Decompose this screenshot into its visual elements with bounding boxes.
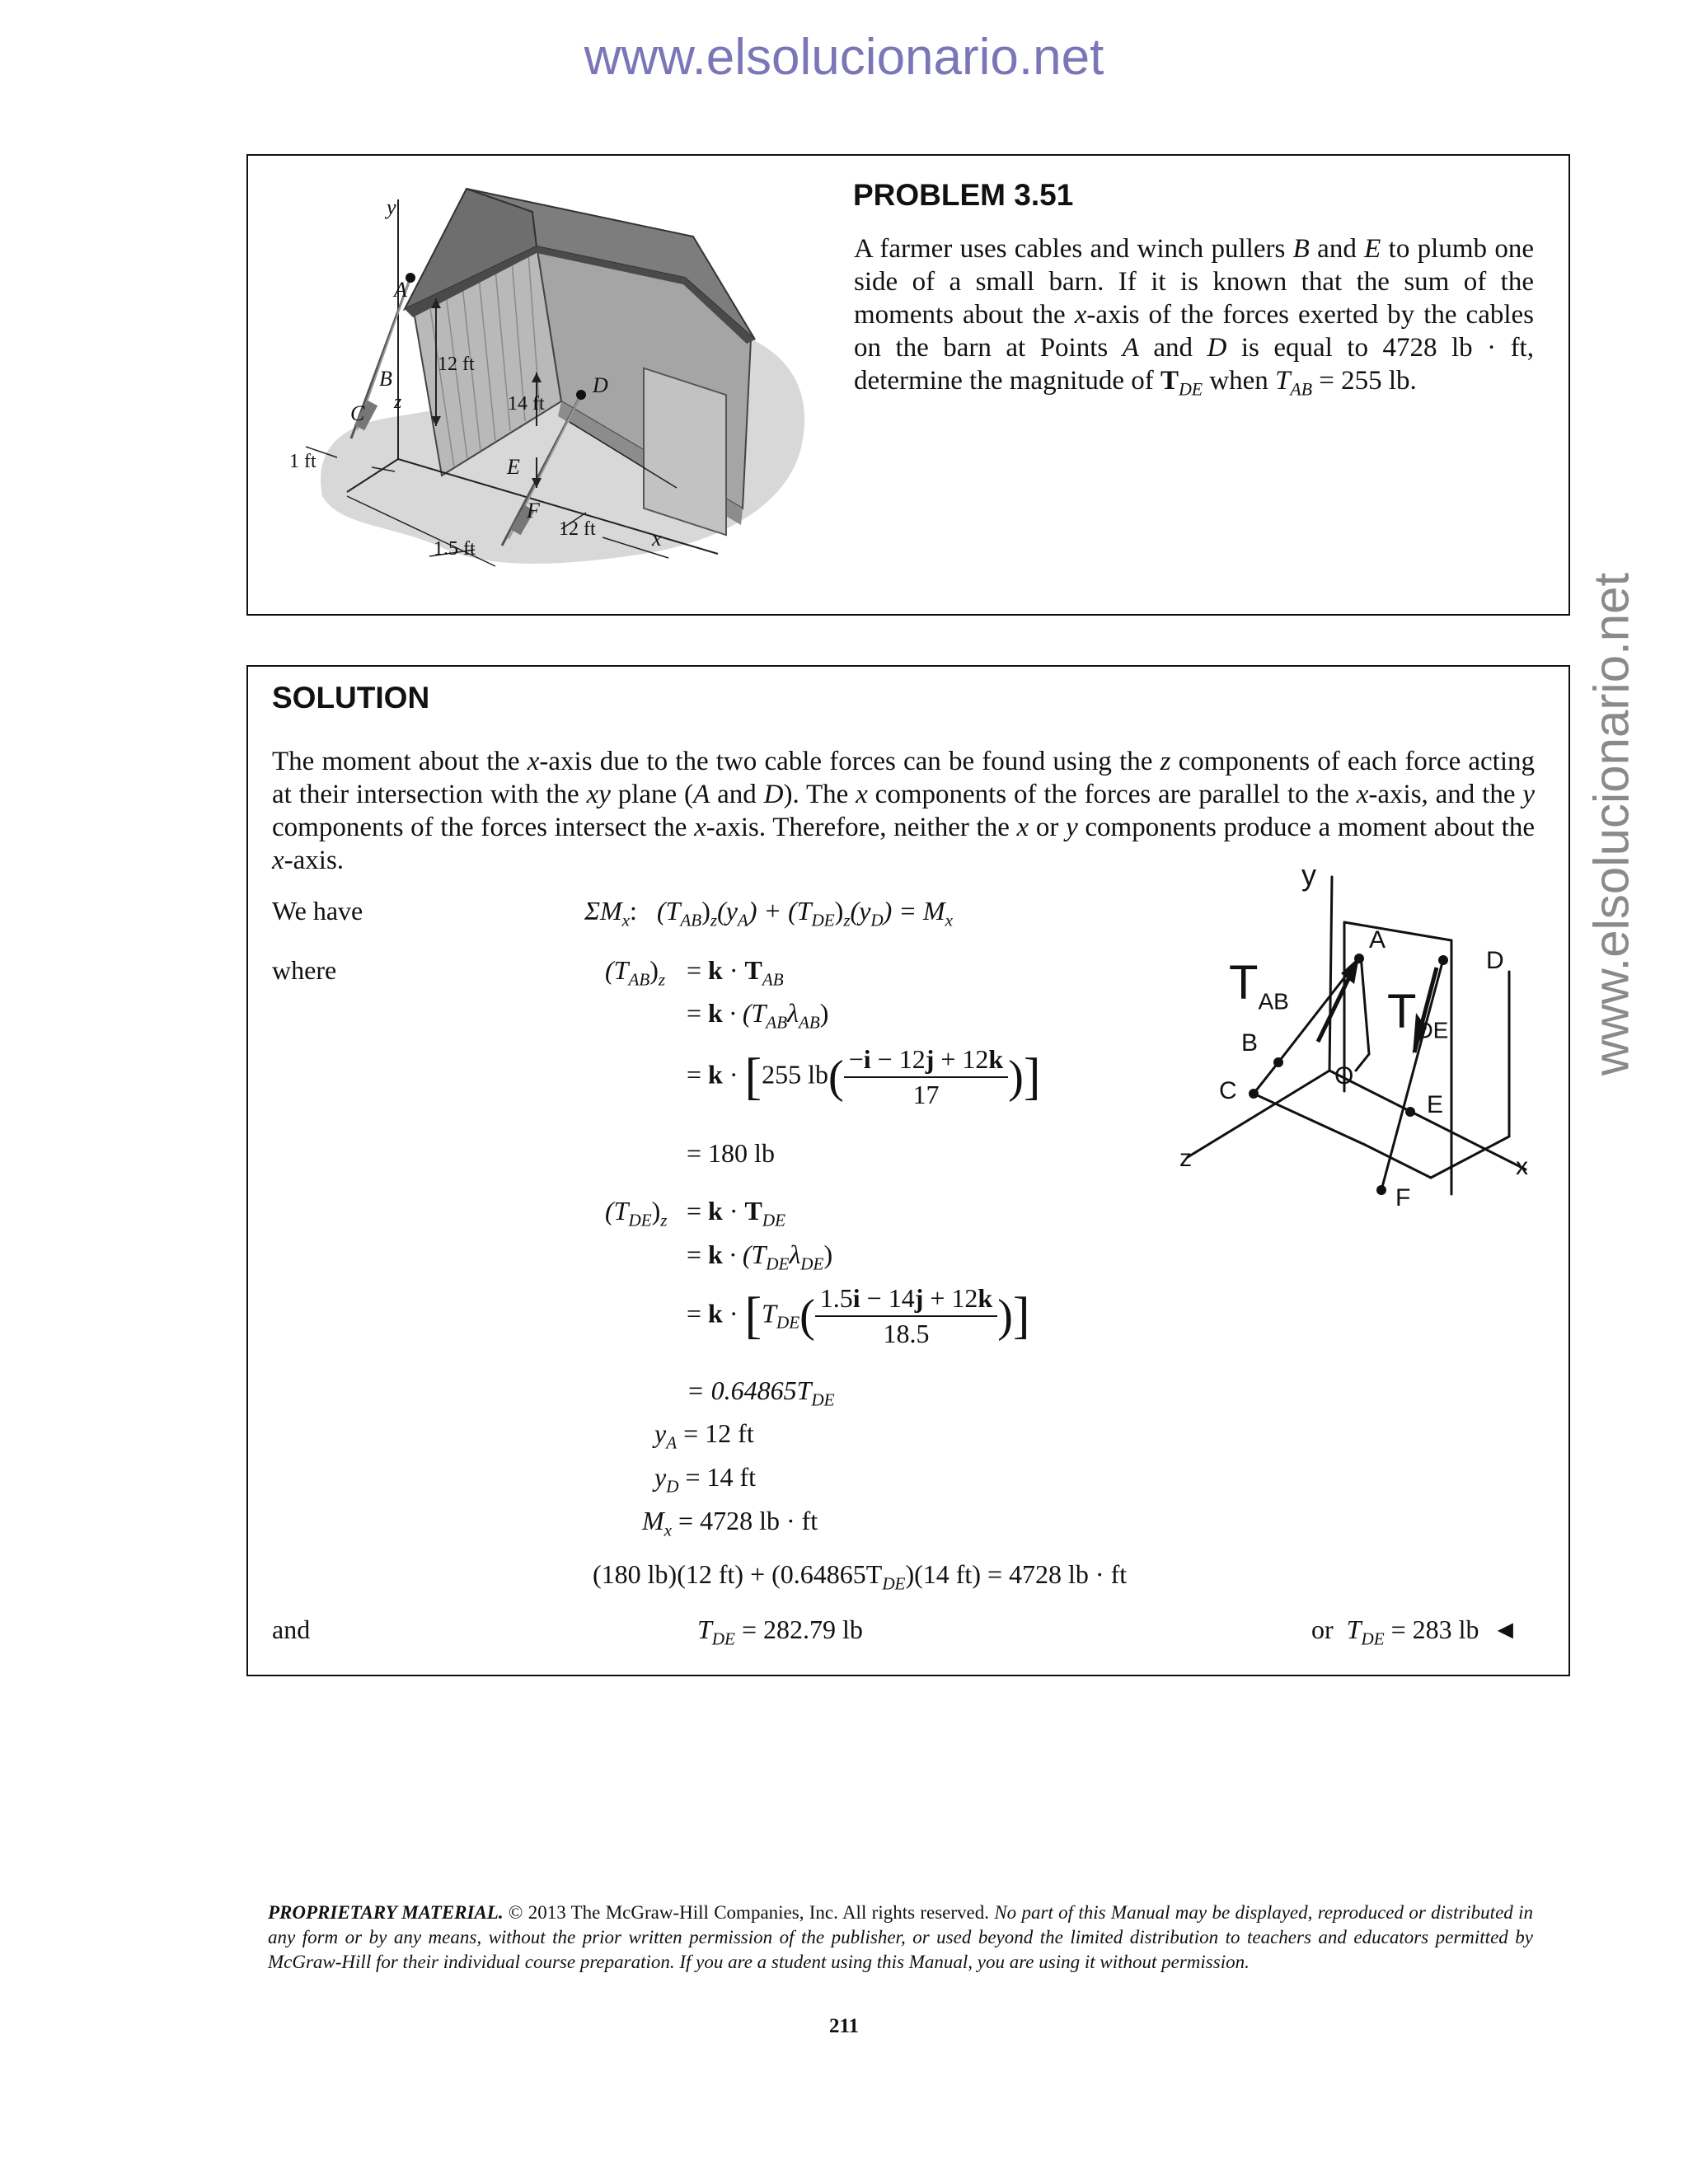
tab-line-1: = $k \cdot T_{AB}$	[687, 955, 784, 990]
solution-title: SOLUTION	[272, 681, 430, 715]
barn-label-z: z	[394, 391, 402, 413]
eq-final: (180 lb)(12 $ft) + (0.64865T_{DE})(14$ ft) = 4728 lb · ft	[593, 1559, 1128, 1594]
barn-label-12ft-ground: 12 ft	[559, 518, 596, 540]
tab-line-3: = k · [255 lb( $\frac{-i - 12j + 12k}{17}$ )]	[687, 1044, 1041, 1109]
sketch-label-e: E	[1427, 1091, 1444, 1118]
barn-label-d: D	[593, 373, 608, 397]
tde-line-3: = $k \cdot [T_{DE}$( $\frac{1.5i - 14j + 12k}{18.5}$ )]	[687, 1283, 1030, 1348]
label-and: and	[272, 1615, 311, 1644]
tde-line-4: = $0.64865T_{DE}$	[687, 1376, 835, 1410]
result-tde: $T_{DE} = 282.79$ lb	[697, 1615, 863, 1649]
answer-marker: ◄	[1492, 1615, 1519, 1644]
barn-label-a: A	[394, 278, 407, 302]
page-number: 211	[828, 2015, 860, 2037]
barn-label-f: F	[527, 499, 540, 523]
footer-notice: PROPRIETARY MATERIAL. © 2013 The McGraw-Hill Companies, Inc. All rights reserved. No part of this Manual may be displayed, reproduced or distributed in any form or by any means, without the prior written permission of the publisher, or used beyond the limited distribution to teachers and educators permitted by McGraw-Hill for their individual course preparation. If you are a student using this Manual, you are using it without permission.	[268, 1902, 1533, 1972]
barn-label-y: y	[387, 195, 396, 219]
solution-intro: The moment about the x-axis due to the two cable forces can be found using the z components of each force acting at their intersection with the xy plane (A and D). The x components of the forces are parallel to the x-axis, and the y components of the forces intersect the x-axis. Therefore, neither the x or y components produce a moment about the x-axis.	[272, 747, 1536, 875]
tab-line-4: = 180 lb	[687, 1138, 775, 1168]
barn-label-x: x	[652, 527, 662, 551]
barn-label-e: E	[507, 455, 520, 479]
label-we-have: We have	[272, 896, 363, 926]
sketch-label-z: z	[1179, 1145, 1192, 1172]
tde-line-1: = $k \cdot T_{DE}$	[687, 1196, 785, 1230]
barn-label-c: C	[350, 401, 365, 425]
sketch-label-tab: $T_{AB}$	[1229, 956, 1289, 1015]
watermark-side-text: www.elsolucionario.net	[1583, 572, 1639, 1076]
sketch-label-y: y	[1301, 858, 1316, 892]
answer-tde: or $T_{DE} = 283$ lb ◄	[1311, 1615, 1519, 1649]
tab-lhs: $(T_{AB})_z$	[605, 955, 666, 990]
problem-box	[246, 154, 1570, 616]
vector-sketch-labels	[1179, 858, 1542, 1219]
tde-lhs: $(T_{DE})_z$	[605, 1196, 668, 1230]
sketch-label-f: F	[1395, 1184, 1411, 1212]
sketch-label-c: C	[1219, 1077, 1237, 1104]
sketch-label-o: O	[1334, 1062, 1354, 1090]
barn-label-1ft: 1 ft	[289, 451, 316, 472]
problem-statement: A farmer uses cables and winch pullers B and E to plumb one side of a small barn. If it is known that the sum of the moments about the x-axis of the forces exerted by the cables on the barn at Points A and D is equal to 4728 lb · ft, determine the magnitude of $T_{DE}$ when $T_{AB} = 255$ lb.	[854, 234, 1534, 400]
barn-label-1-5ft: 1.5 ft	[434, 538, 476, 560]
barn-label-b: B	[379, 367, 392, 391]
sketch-label-b: B	[1241, 1029, 1259, 1057]
eq-sum-moments: $\Sigma M_x$: $(T_{AB})_z(y_A) + (T_{DE})_z(y_D) = M_x$	[584, 896, 953, 930]
problem-title: PROBLEM 3.51	[853, 178, 1074, 212]
value-mx: $M_x = 4728$ lb · ft	[642, 1506, 818, 1540]
sketch-label-x: x	[1516, 1153, 1528, 1180]
tab-line-2: = $k \cdot (T_{AB}\lambda_{AB})$	[687, 998, 829, 1033]
label-where: where	[272, 955, 337, 985]
barn-figure-labels	[289, 179, 817, 583]
barn-label-14ft: 14 ft	[508, 393, 545, 415]
value-ya: $y_A = 12$ ft	[654, 1418, 754, 1453]
sketch-label-tde: $T_{DE}$	[1387, 985, 1449, 1043]
solution-box	[246, 665, 1570, 1676]
barn-label-12ft: 12 ft	[438, 354, 475, 375]
sketch-label-d: D	[1486, 947, 1504, 974]
tde-line-2: = $k \cdot (T_{DE}\lambda_{DE})$	[687, 1240, 833, 1274]
watermark-top: www.elsolucionario.net	[584, 29, 1104, 86]
value-yd: $y_D = 14$ ft	[654, 1462, 757, 1497]
sketch-label-a: A	[1369, 926, 1386, 954]
